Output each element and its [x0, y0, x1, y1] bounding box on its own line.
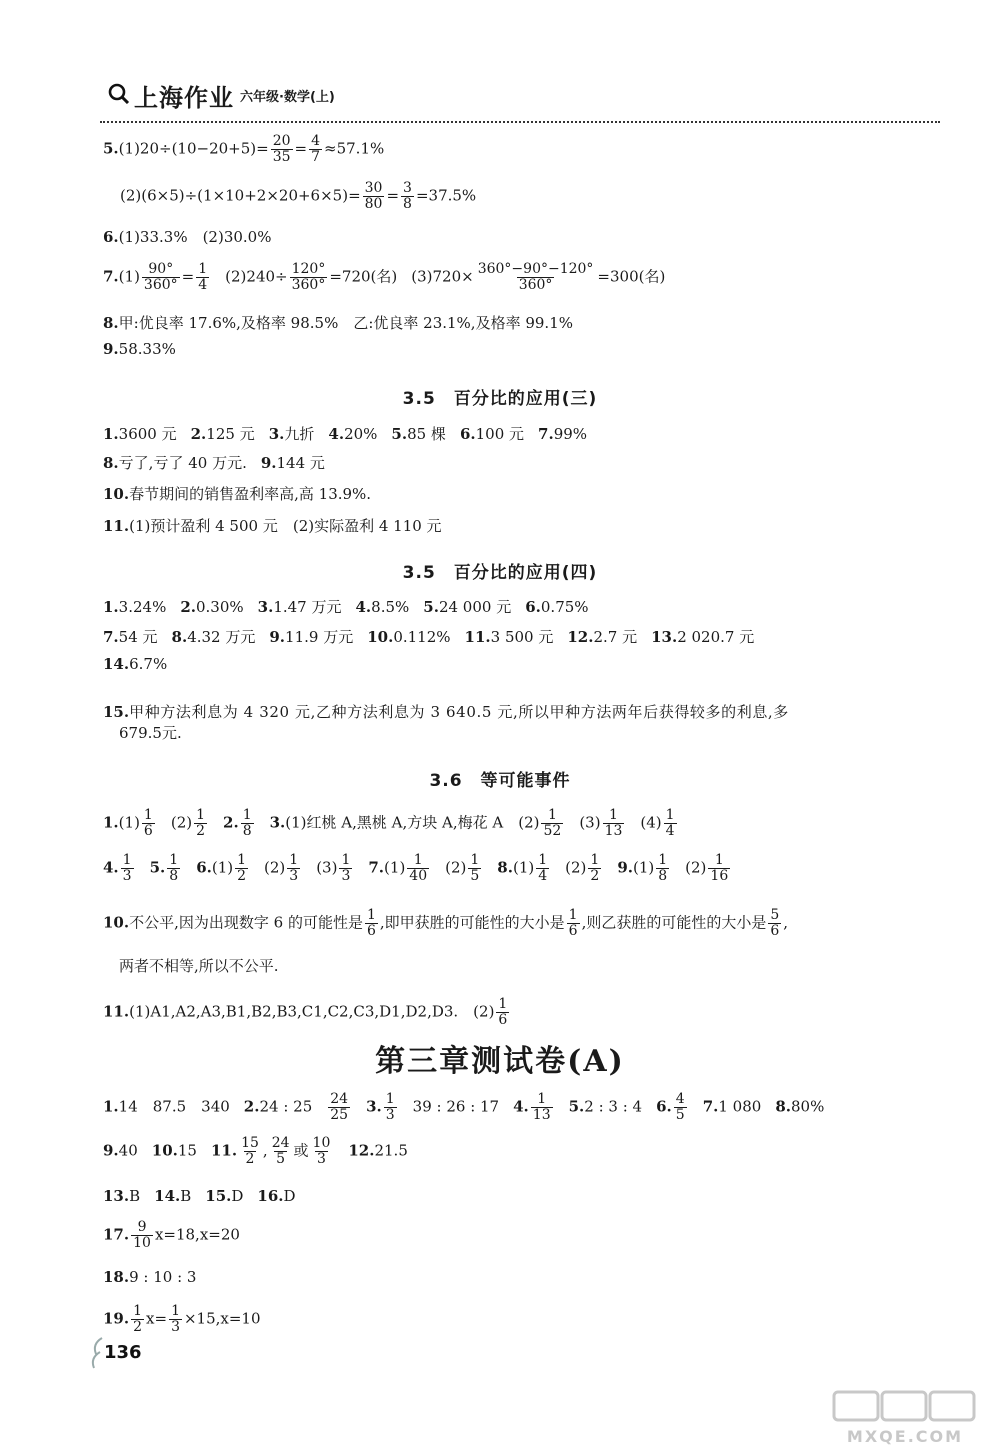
- section-3-5d-line-1: 1.3.24% 2.0.30% 3.1.47 万元 4.8.5% 5.24 000 元 6.0.75%: [103, 598, 589, 616]
- svg-text:MXQE.COM: MXQE.COM: [846, 1427, 964, 1446]
- section-heading: 3.5 百分比的应用(三): [402, 389, 598, 409]
- section-3-5c-line-1: 1.3600 元 2.125 元 3.九折 4.20% 5.85 棵 6.100 元 7.99%: [103, 425, 588, 443]
- q-number: 5.: [103, 139, 119, 158]
- section-3-6-line-1: 1.(1) $\frac{1}{6}$ (2) $\frac{1}{2}$ 2. $\frac{1}{8}$ 3.(1)红桃 A,黑桃 A,方块 A,梅花 A (2) $\frac{1}{52}$ (3) $\frac{1}{13}$ (4) $\frac{1}{4}$: [103, 807, 675, 839]
- section-3-5d-line-5: 679.5元.: [119, 724, 182, 742]
- test-line-1: 1.14 87.5 340 2.24 : 25 $\frac{24}{25}$ 3. $\frac{1}{3}$ 39 : 26 : 17 4. $\frac{1}{13}$ 5.2 : 3 : 4 6. $\frac{4}{5}$ 7.1 080 8.80%: [103, 1091, 825, 1123]
- q-number: 7.: [103, 267, 119, 286]
- section-3-5d-line-3: 14.6.7%: [103, 655, 168, 673]
- test-line-2: 9.40 10.15 11. $\frac{15}{2}$ , $\frac{24}{5}$ 或 $\frac{10}{3}$ 12.21.5: [103, 1135, 408, 1167]
- q-number: 6.: [103, 228, 119, 246]
- fraction: $\frac{20}{35}$: [272, 133, 291, 165]
- section-3-5d-line-2: 7.54 元 8.4.32 万元 9.11.9 万元 10.0.112% 11.3 500 元 12.2.7 元 13.2 020.7 元: [103, 628, 755, 646]
- fraction: $\frac{4}{7}$: [311, 133, 321, 165]
- section-heading: 3.5 百分比的应用(四): [402, 563, 598, 583]
- section-3-5c-line-2: 8.亏了,亏了 40 万元. 9.144 元: [103, 454, 325, 472]
- section-3-5c-line-3: 10.春节期间的销售盈利率高,高 13.9%.: [103, 485, 372, 503]
- answer-text: (1)33.3% (2)30.0%: [118, 228, 272, 246]
- answer-text: (1)20÷(10−20+5)=: [118, 139, 269, 158]
- test-line-4: 17. $\frac{9}{10}$ x=18,x=20: [103, 1219, 240, 1251]
- answer-8: [103, 312, 573, 333]
- answer-text: ≈57.1%: [324, 139, 385, 158]
- book-subtitle: 六年级·数学(上): [240, 90, 335, 105]
- page-number: [96, 1336, 140, 1372]
- q-number: 9.: [103, 340, 119, 358]
- answer-text: 甲:优良率 17.6%,及格率 98.5% 乙:优良率 23.1%,及格率 99.1%: [118, 314, 573, 332]
- page-header: [100, 78, 945, 124]
- chapter-title: 第三章测试卷(A): [375, 1044, 625, 1079]
- test-line-5: 18.9 : 10 : 3: [103, 1268, 197, 1286]
- section-heading: 3.6 等可能事件: [429, 771, 571, 791]
- answer-7: 7.(1) $\frac{90^\circ}{360^\circ}$ = $\frac{1}{4}$ (2)240÷ $\frac{120^\circ}{360^\circ}$ =720(名) (3)720× $\frac{360^\circ-90^\circ-120^\circ}{360^\circ}$ =300(名): [103, 261, 666, 293]
- brand-title: 上海作业: [134, 84, 234, 112]
- fraction: $\frac{120^\circ}{360^\circ}$: [291, 261, 326, 293]
- section-3-6-line-4: 两者不相等,所以不公平.: [119, 957, 279, 975]
- test-line-3: 13.B 14.B 15.D 16.D: [103, 1187, 296, 1205]
- fraction: $\frac{30}{80}$: [364, 180, 383, 212]
- section-3-6-line-5: 11.(1)A1,A2,A3,B1,B2,B3,C1,C2,C3,D1,D2,D3. (2) $\frac{1}{6}$: [103, 996, 508, 1028]
- magnifier-logo-icon: [108, 82, 130, 104]
- page-number-text: 136: [104, 1342, 142, 1363]
- answer-text: =37.5%: [415, 186, 477, 205]
- section-3-5c-line-4: 11.(1)预计盈利 4 500 元 (2)实际盈利 4 110 元: [103, 517, 442, 535]
- test-line-6: 19. $\frac{1}{2}$ x= $\frac{1}{3}$ ×15,x=10: [103, 1303, 261, 1335]
- fraction: $\frac{1}{4}$: [198, 261, 208, 293]
- watermark-badge-icon: [830, 1388, 980, 1448]
- section-3-6-line-2: 4. $\frac{1}{3}$ 5. $\frac{1}{8}$ 6.(1) $\frac{1}{2}$ (2) $\frac{1}{3}$ (3) $\frac{1}{3}$ 7.(1) $\frac{1}{40}$ (2) $\frac{1}{5}$ 8.(1) $\frac{1}{4}$ (2) $\frac{1}{2}$ 9.(1) $\frac{1}{8}$ (2) $\frac{1}{16}$: [103, 852, 729, 884]
- fraction: $\frac{90^\circ}{360^\circ}$: [143, 261, 178, 293]
- answer-text: 58.33%: [118, 340, 176, 358]
- q-number: 8.: [103, 314, 119, 332]
- answer-5-line-2: (2)(6×5)÷(1×10+2×20+6×5)= $\frac{30}{80}$ = $\frac{3}{8}$ =37.5%: [120, 180, 477, 212]
- watermark-logo: [830, 1388, 980, 1448]
- header-divider: [100, 121, 940, 123]
- fraction: $\frac{3}{8}$: [403, 180, 412, 212]
- answer-9: [103, 340, 176, 358]
- fraction: $\frac{360^\circ-90^\circ-120^\circ}{360^\circ}$: [477, 261, 594, 293]
- answer-6: [103, 226, 271, 247]
- answer-text: (2)(6×5)÷(1×10+2×20+6×5)=: [120, 186, 361, 205]
- section-3-6-line-3: 10.不公平,因为出现数字 6 的可能性是 $\frac{1}{6}$ ,即甲获胜的可能性的大小是 $\frac{1}{6}$ ,则乙获胜的可能性的大小是 $\frac{5}{6}$ ,: [103, 907, 789, 939]
- answer-5-line-1: 5.(1)20÷(10−20+5)= $\frac{20}{35}$ = $\frac{4}{7}$ ≈57.1%: [103, 133, 385, 165]
- section-3-5d-line-4: 15.甲种方法利息为 4 320 元,乙种方法利息为 3 640.5 元,所以甲种方法两年后获得较多的利息,多: [103, 703, 789, 721]
